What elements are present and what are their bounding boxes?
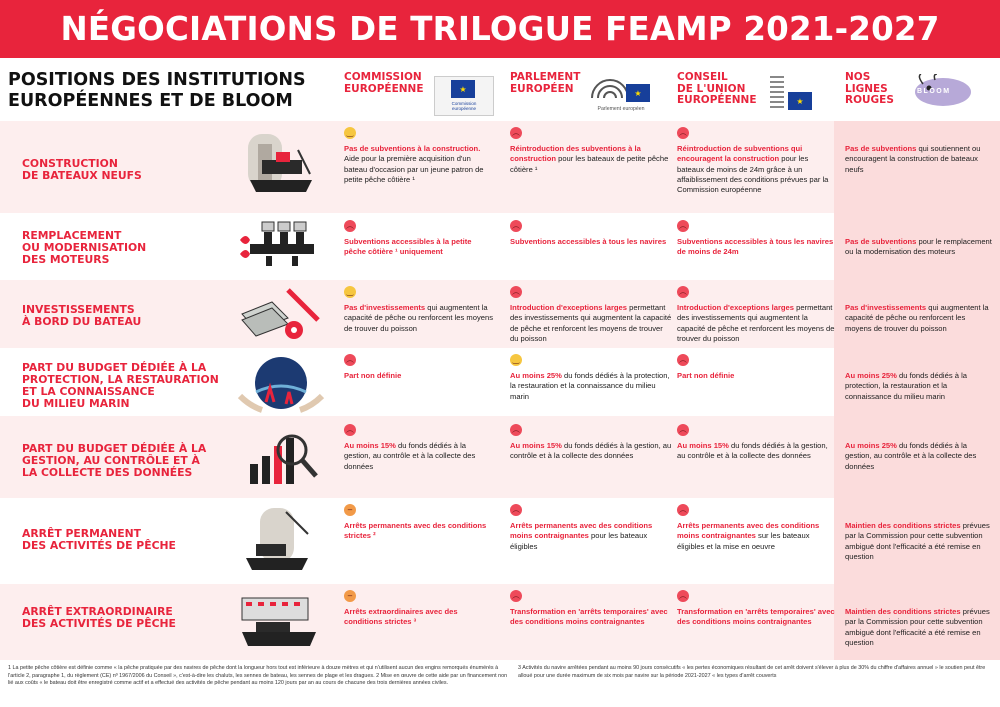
- sad-face-icon: ︵: [679, 425, 687, 434]
- cell-bloom: [845, 504, 993, 562]
- cell-emphasis: Au moins 25%: [510, 371, 562, 380]
- sad-face-icon: ︵: [679, 355, 687, 364]
- parlement-logo: [590, 74, 652, 116]
- cell-text: du fonds dédiés à la gestion, au contrôle et à la collecte des données: [845, 441, 977, 471]
- cell-text: qui augmentent la capacité de pêche ou renforcent les moyens de trouver du poisson: [845, 303, 989, 333]
- cell-emphasis: Au moins 15%: [677, 441, 729, 450]
- cell-parlement: [510, 354, 672, 402]
- docked-boat-icon: [236, 592, 326, 654]
- cell-emphasis: Pas d'investissements: [344, 303, 426, 312]
- cell-emphasis: Arrêts permanents avec des conditions strictes ²: [344, 521, 487, 541]
- sad-face-icon: ︵: [512, 591, 520, 600]
- row-label-gestion: PART DU BUDGET DÉDIÉE À LA GESTION, AU CONTRÔLE ET À LA COLLECTE DES DONNÉES: [22, 442, 207, 479]
- cell-parlement: [510, 286, 672, 344]
- cell-emphasis: Arrêts permanents avec des conditions moins contraignantes: [510, 521, 653, 541]
- cell-commission: [344, 590, 494, 628]
- sad-face-icon: ︵: [346, 425, 354, 434]
- happy-face-icon: ‿: [510, 354, 522, 366]
- cell-bloom: [845, 286, 993, 334]
- cell-text: du fonds dédiés à la protection, la restauration et la connaissance du milieu marin: [845, 371, 967, 401]
- eu-flag-icon: ★: [451, 80, 475, 98]
- cell-conseil: [677, 286, 835, 344]
- engine-icon: [236, 220, 326, 274]
- cell-text: pour les bateaux éligibles: [510, 531, 648, 551]
- parlement-logo-caption: Parlement européen: [597, 106, 645, 112]
- cell-conseil: [677, 590, 835, 628]
- commission-logo-caption: Commission européenne: [451, 101, 477, 111]
- subtitle: [8, 70, 306, 112]
- cell-parlement: [510, 127, 672, 175]
- bloom-logo-text: BLOOM: [917, 88, 951, 95]
- cell-emphasis: Pas de subventions: [845, 237, 917, 246]
- cell-emphasis: Au moins 15%: [344, 441, 396, 450]
- cell-emphasis: Réintroduction de subventions qui encouragent la construction: [677, 144, 803, 164]
- data-chart-icon: [236, 424, 326, 490]
- column-header-bloom: [845, 72, 894, 107]
- cell-commission: [344, 354, 494, 381]
- cell-text: prévues par la Commission pour cette subvention ambiguë dont l'efficacité a été remise en question: [845, 607, 990, 647]
- sad-face-icon: ︵: [679, 591, 687, 600]
- column-header-conseil: [677, 72, 757, 107]
- sad-face-icon: ︵: [346, 221, 354, 230]
- sad-face-icon: ︵: [679, 128, 687, 137]
- sad-face-icon: ︵: [512, 221, 520, 230]
- eu-flag-icon: ★: [788, 92, 812, 110]
- parlement-header-line-2: EUROPÉEN: [510, 82, 574, 95]
- cell-emphasis: Au moins 25%: [845, 441, 897, 450]
- happy-face-icon: ‿: [344, 127, 356, 139]
- sad-face-icon: ︵: [679, 505, 687, 514]
- sad-face-icon: ︵: [679, 221, 687, 230]
- bloom-header-line-3: ROUGES: [845, 94, 894, 106]
- cell-commission: [344, 504, 494, 542]
- cell-bloom: [845, 590, 993, 648]
- cell-parlement: [510, 590, 672, 628]
- cell-emphasis: Arrêts extraordinaires avec des conditions strictes ³: [344, 607, 458, 627]
- commission-header-line-2: EUROPÉENNE: [344, 82, 424, 95]
- money-tools-icon: [236, 284, 326, 344]
- cell-emphasis: Pas d'investissements: [845, 303, 927, 312]
- cell-emphasis: Subventions accessibles à tous les navires de moins de 24m: [677, 237, 834, 257]
- cell-text: permettant des investissements qui augmentent la capacité de pêche et renforcent les moyens de trouver du poisson: [677, 303, 835, 343]
- cell-text: du fonds dédiés à la gestion, au contrôle et à la collecte des données: [344, 441, 476, 471]
- cell-text: du fonds dédiés à la protection, la restauration et la connaissance du milieu marin: [510, 371, 670, 401]
- cell-text: permettant des investissements qui augmentent la capacité de pêche et renforcent les moyens de trouver du poisson: [510, 303, 672, 343]
- cell-commission: [344, 127, 494, 185]
- bloom-logo: [905, 74, 975, 114]
- cell-bloom: [845, 220, 993, 258]
- row-label-investissements: INVESTISSEMENTS À BORD DU BATEAU: [22, 303, 142, 328]
- cell-text: qui soutiennent ou encouragent la construction de bateaux neufs: [845, 144, 981, 174]
- cell-emphasis: Transformation en 'arrêts temporaires' avec des conditions moins contraignantes: [677, 607, 835, 627]
- cell-bloom: [845, 424, 993, 472]
- row-label-construction: CONSTRUCTION DE BATEAUX NEUFS: [22, 157, 142, 182]
- conseil-header-line-3: EUROPÉENNE: [677, 94, 757, 106]
- row-label-arret-permanent: ARRÊT PERMANENT DES ACTIVITÉS DE PÊCHE: [22, 527, 176, 552]
- cell-text: qui augmentent la capacité de pêche ou renforcent les moyens de trouver du poisson: [344, 303, 494, 333]
- hemicycle-icon: [590, 76, 630, 100]
- cell-text: pour les bateaux de petite pêche côtière ¹: [510, 154, 669, 174]
- subtitle-line-2: EUROPÉENNES ET DE BLOOM: [8, 91, 293, 111]
- commission-logo: [434, 76, 494, 116]
- conseil-header-line-1: CONSEIL: [677, 71, 728, 83]
- cell-parlement: [510, 504, 672, 552]
- cell-emphasis: Arrêts permanents avec des conditions moins contraignantes: [677, 521, 820, 541]
- cell-text: prévues par la Commission pour cette subvention ambiguë dont l'efficacité a été remise en question: [845, 521, 990, 561]
- sad-face-icon: ︵: [512, 505, 520, 514]
- cell-emphasis: Au moins 15%: [510, 441, 562, 450]
- sad-face-icon: ︵: [512, 128, 520, 137]
- column-header-parlement: [510, 72, 580, 95]
- parlement-header-line-1: PARLEMENT: [510, 71, 581, 83]
- cell-emphasis: Subventions accessibles à tous les navires: [510, 237, 667, 246]
- cell-parlement: [510, 220, 672, 247]
- eu-flag-icon: ★: [626, 84, 650, 102]
- cell-text: du fonds dédiés à la gestion, au contrôle et à la collecte des données: [510, 441, 672, 461]
- cell-conseil: [677, 354, 835, 381]
- cell-emphasis: Réintroduction des subventions à la construction: [510, 144, 641, 164]
- sad-face-icon: ︵: [512, 425, 520, 434]
- row-label-arret-extraordinaire: ARRÊT EXTRAORDINAIRE DES ACTIVITÉS DE PÊCHE: [22, 605, 176, 630]
- cell-emphasis: Pas de subventions à la construction.: [344, 144, 481, 153]
- new-boat-icon: [236, 130, 326, 204]
- subtitle-line-1: POSITIONS DES INSTITUTIONS: [8, 70, 306, 90]
- cell-emphasis: Introduction d'exceptions larges: [510, 303, 627, 312]
- bloom-header-line-1: NOS: [845, 71, 871, 83]
- cell-parlement: [510, 424, 672, 462]
- cell-bloom: [845, 127, 993, 175]
- conseil-header-line-2: DE L'UNION: [677, 82, 746, 95]
- cell-emphasis: Maintien des conditions strictes: [845, 607, 961, 616]
- cell-emphasis: Introduction d'exceptions larges: [677, 303, 794, 312]
- conseil-logo: [770, 76, 820, 114]
- cell-emphasis: Au moins 25%: [845, 371, 897, 380]
- row-label-milieu-marin: PART DU BUDGET DÉDIÉE À LA PROTECTION, LA RESTAURATION ET LA CONNAISSANCE DU MILIEU MARIN: [22, 361, 219, 410]
- footnote-right: 3 Activités du navire arrêtées pendant au moins 90 jours consécutifs « les pertes économiques résultant de cet arrêt doivent s'élever à plus de 30% du chiffre d'affaires annuel » le soutien peut être alloué pour une durée maximum de six mois par navire sur la période 2021-2027 « les types d'arrêt couverts: [518, 665, 986, 679]
- row-label-moteurs: REMPLACEMENT OU MODERNISATION DES MOTEURS: [22, 229, 147, 266]
- column-header-commission: [344, 72, 424, 95]
- cell-conseil: [677, 127, 835, 195]
- sad-face-icon: ︵: [512, 287, 520, 296]
- cell-conseil: [677, 504, 835, 552]
- cell-text: Aide pour la première acquisition d'un bateau d'occasion par un jeune patron de petite pêche côtière ¹: [344, 154, 484, 184]
- cell-bloom: [845, 354, 993, 402]
- cell-text: pour le remplacement ou la modernisation des moteurs: [845, 237, 992, 257]
- cell-commission: [344, 424, 494, 472]
- page-title: NÉGOCIATIONS DE TRILOGUE FEAMP 2021-2027: [0, 0, 1000, 58]
- cell-emphasis: Pas de subventions: [845, 144, 917, 153]
- cell-emphasis: Subventions accessibles à la petite pêche côtière ¹ uniquement: [344, 237, 472, 257]
- marine-globe-icon: [236, 352, 326, 414]
- cell-emphasis: Maintien des conditions strictes: [845, 521, 961, 530]
- cell-text: sur les bateaux éligibles et la mise en oeuvre: [677, 531, 810, 551]
- neutral-face-icon: –: [344, 590, 356, 602]
- council-bars-icon: [770, 76, 784, 108]
- commission-header-line-1: COMMISSION: [344, 71, 422, 83]
- cell-emphasis: Transformation en 'arrêts temporaires' avec des conditions moins contraignantes: [510, 607, 668, 627]
- bloom-header-line-2: LIGNES: [845, 82, 888, 95]
- cell-commission: [344, 220, 494, 258]
- cell-emphasis: Part non définie: [677, 371, 735, 380]
- cell-conseil: [677, 220, 835, 258]
- footnote-left: 1 La petite pêche côtière est définie comme « la pêche pratiquée par des navires de pêche dont la longueur hors tout est inférieure à douze mètres et qui n'utilisent aucun des engins remorqués énumérés à l'article 2, paragraphe 1, du règlement (CE) nº 1967/2006 du Conseil », c'est-à-dire les chaluts, les sennes de bateau, les sennes de plage et les dragues. 2 Mise en œuvre de cette aide par un financement non lié aux coûts « le bateau doit être enregistré comme actif et a effectué des activités de pêche pendant au moins 120 jours par an au cours de chacune des trois dernières années civiles.: [8, 665, 508, 687]
- neutral-face-icon: –: [344, 504, 356, 516]
- cell-conseil: [677, 424, 835, 462]
- cell-text: du fonds dédiés à la gestion, au contrôle et à la collecte des données: [677, 441, 828, 461]
- happy-face-icon: ‿: [344, 286, 356, 298]
- cell-emphasis: Part non définie: [344, 371, 402, 380]
- cell-text: pour les bateaux de moins de 24m grâce à un affaiblissement des conditions prévues par la Commission européenne: [677, 154, 829, 195]
- sad-face-icon: ︵: [346, 355, 354, 364]
- sad-face-icon: ︵: [679, 287, 687, 296]
- scrapped-boat-icon: [236, 504, 326, 578]
- cell-commission: [344, 286, 494, 334]
